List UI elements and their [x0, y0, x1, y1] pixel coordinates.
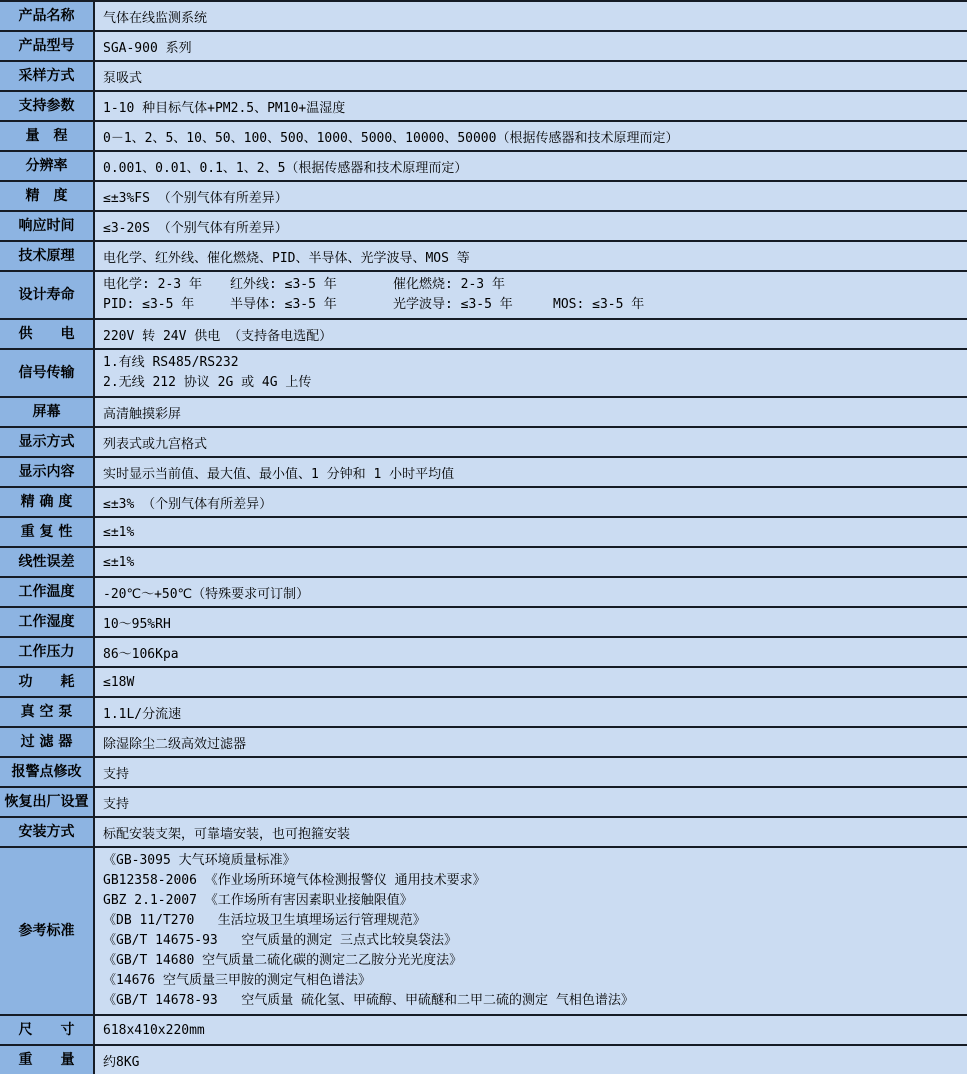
value-line: 《GB-3095 大气环境质量标准》 — [103, 853, 296, 868]
value-segment: PID: ≤3-5 年 — [103, 297, 195, 312]
spec-value — [95, 350, 967, 396]
spec-value: 列表式或九宫格式 — [95, 428, 967, 456]
spec-label: 量 程 — [0, 122, 95, 150]
value-line — [103, 295, 961, 315]
spec-value: 除湿除尘二级高效过滤器 — [95, 728, 967, 756]
spec-value: 气体在线监测系统 — [95, 2, 967, 30]
spec-value: 0－1、2、5、10、50、100、500、1000、5000、10000、50000（根据传感器和技术原理而定） — [95, 122, 967, 150]
table-row — [0, 182, 967, 212]
spec-label: 工作温度 — [0, 578, 95, 606]
value-line: 《14676 空气质量三甲胺的测定气相色谱法》 — [103, 973, 371, 988]
spec-value: ≤±3%FS （个别气体有所差异） — [95, 182, 967, 210]
spec-value: ≤±1% — [95, 518, 967, 546]
spec-value: SGA-900 系列 — [95, 32, 967, 60]
value-line — [103, 275, 961, 295]
table-row — [0, 428, 967, 458]
spec-value: -20℃～+50℃（特殊要求可订制） — [95, 578, 967, 606]
value-line: GBZ 2.1-2007 《工作场所有害因素职业接触限值》 — [103, 893, 413, 908]
value-segment: 半导体: ≤3-5 年 — [230, 297, 337, 312]
spec-value: 高清触摸彩屏 — [95, 398, 967, 426]
spec-value: 1.1L/分流速 — [95, 698, 967, 726]
table-row — [0, 488, 967, 518]
table-row — [0, 350, 967, 398]
value-segment: MOS: ≤3-5 年 — [553, 297, 645, 312]
value-segment: 光学波导: ≤3-5 年 — [393, 297, 513, 312]
table-row — [0, 1016, 967, 1046]
table-row — [0, 92, 967, 122]
spec-label: 供 电 — [0, 320, 95, 348]
spec-label: 精 度 — [0, 182, 95, 210]
table-row — [0, 698, 967, 728]
table-row — [0, 1046, 967, 1074]
spec-label: 支持参数 — [0, 92, 95, 120]
spec-value: 10～95%RH — [95, 608, 967, 636]
table-row — [0, 212, 967, 242]
spec-value: 标配安装支架，可靠墙安装，也可抱箍安装 — [95, 818, 967, 846]
spec-value: 0.001、0.01、0.1、1、2、5（根据传感器和技术原理而定） — [95, 152, 967, 180]
table-row — [0, 62, 967, 92]
table-row — [0, 2, 967, 32]
value-line: 《DB 11/T270 生活垃圾卫生填埋场运行管理规范》 — [103, 913, 426, 928]
spec-label: 重 复 性 — [0, 518, 95, 546]
value-segment: 红外线: ≤3-5 年 — [230, 277, 337, 292]
value-segment: 电化学: 2-3 年 — [103, 277, 202, 292]
table-row — [0, 32, 967, 62]
spec-label: 过 滤 器 — [0, 728, 95, 756]
spec-label: 报警点修改 — [0, 758, 95, 786]
spec-label: 恢复出厂设置 — [0, 788, 95, 816]
value-segment: 催化燃烧: 2-3 年 — [393, 277, 505, 292]
spec-value: 86～106Kpa — [95, 638, 967, 666]
table-row — [0, 728, 967, 758]
value-line: 1.有线 RS485/RS232 — [103, 355, 239, 370]
table-row — [0, 548, 967, 578]
table-row — [0, 608, 967, 638]
spec-value: 泵吸式 — [95, 62, 967, 90]
table-row — [0, 320, 967, 350]
value-line: GB12358-2006 《作业场所环境气体检测报警仪 通用技术要求》 — [103, 873, 486, 888]
spec-label: 显示方式 — [0, 428, 95, 456]
spec-value: 支持 — [95, 788, 967, 816]
spec-value: ≤±3% （个别气体有所差异） — [95, 488, 967, 516]
spec-label: 设计寿命 — [0, 272, 95, 318]
spec-label: 重 量 — [0, 1046, 95, 1074]
table-row — [0, 242, 967, 272]
spec-value: 618x410x220mm — [95, 1016, 967, 1044]
table-row — [0, 638, 967, 668]
spec-label: 安装方式 — [0, 818, 95, 846]
spec-label: 功 耗 — [0, 668, 95, 696]
spec-label: 工作压力 — [0, 638, 95, 666]
spec-label: 工作湿度 — [0, 608, 95, 636]
spec-label: 响应时间 — [0, 212, 95, 240]
spec-label: 信号传输 — [0, 350, 95, 396]
table-row — [0, 668, 967, 698]
spec-value — [95, 848, 967, 1014]
spec-label: 产品名称 — [0, 2, 95, 30]
table-row — [0, 518, 967, 548]
spec-value: 约8KG — [95, 1046, 967, 1074]
spec-label: 尺 寸 — [0, 1016, 95, 1044]
spec-label: 分辨率 — [0, 152, 95, 180]
table-row — [0, 122, 967, 152]
spec-value: ≤18W — [95, 668, 967, 696]
table-row — [0, 818, 967, 848]
value-line: 《GB/T 14675-93 空气质量的测定 三点式比较臭袋法》 — [103, 933, 458, 948]
table-row — [0, 848, 967, 1016]
spec-label: 真 空 泵 — [0, 698, 95, 726]
spec-value: 实时显示当前值、最大值、最小值、1 分钟和 1 小时平均值 — [95, 458, 967, 486]
spec-value — [95, 272, 967, 318]
spec-value: 220V 转 24V 供电 （支持备电选配） — [95, 320, 967, 348]
spec-label: 技术原理 — [0, 242, 95, 270]
table-row — [0, 152, 967, 182]
spec-label: 显示内容 — [0, 458, 95, 486]
spec-value: ≤±1% — [95, 548, 967, 576]
table-row — [0, 578, 967, 608]
spec-label: 产品型号 — [0, 32, 95, 60]
table-row — [0, 788, 967, 818]
table-row — [0, 458, 967, 488]
spec-value: ≤3-20S （个别气体有所差异） — [95, 212, 967, 240]
spec-label: 线性误差 — [0, 548, 95, 576]
value-line: 《GB/T 14680 空气质量二硫化碳的测定二乙胺分光光度法》 — [103, 953, 463, 968]
value-line: 2.无线 212 协议 2G 或 4G 上传 — [103, 375, 312, 390]
spec-value: 支持 — [95, 758, 967, 786]
spec-label: 精 确 度 — [0, 488, 95, 516]
spec-value: 电化学、红外线、催化燃烧、PID、半导体、光学波导、MOS 等 — [95, 242, 967, 270]
value-line: 《GB/T 14678-93 空气质量 硫化氢、甲硫醇、甲硫醚和二甲二硫的测定 气相色谱法》 — [103, 993, 634, 1008]
spec-value: 1-10 种目标气体+PM2.5、PM10+温湿度 — [95, 92, 967, 120]
table-row — [0, 272, 967, 320]
table-row — [0, 758, 967, 788]
spec-label: 屏幕 — [0, 398, 95, 426]
spec-label: 参考标准 — [0, 848, 95, 1014]
table-row — [0, 398, 967, 428]
spec-label: 采样方式 — [0, 62, 95, 90]
